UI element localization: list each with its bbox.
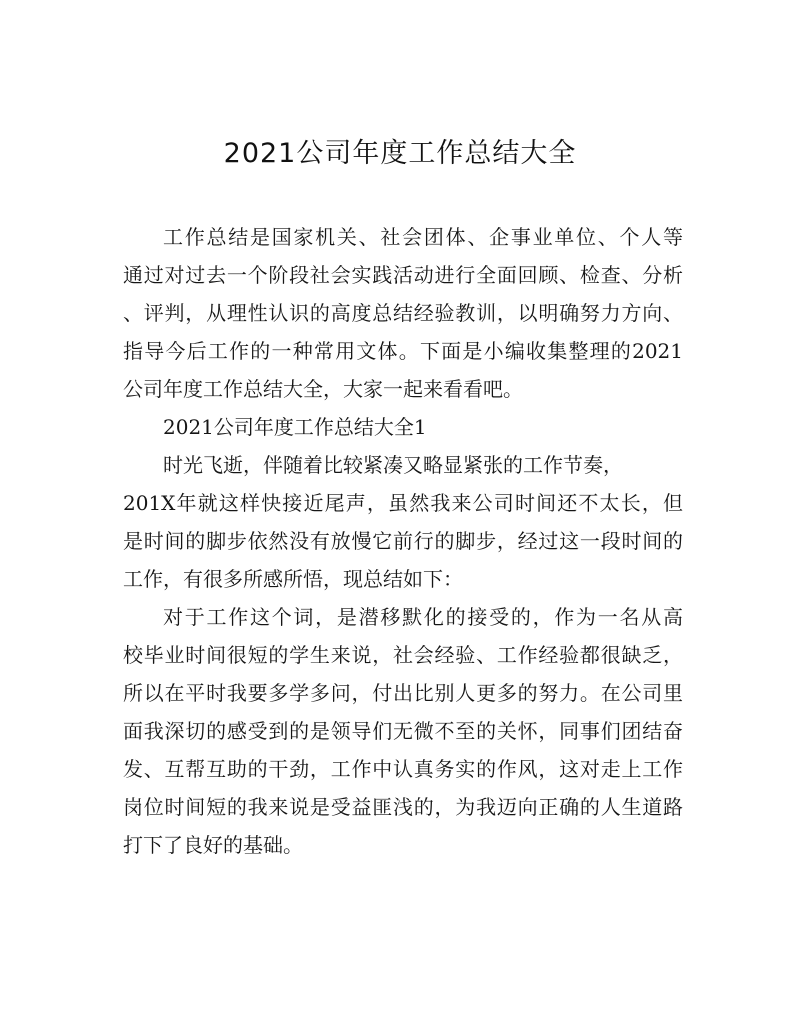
text-line: 201X年就这样快接近尾声，虽然我来公司时间还不太长，但 bbox=[123, 491, 683, 515]
paragraph-one bbox=[123, 446, 683, 598]
text-line: 通过对过去一个阶段社会实践活动进行全面回顾、检查、分析 bbox=[123, 263, 683, 287]
text-line: 发、互帮互助的干劲，工作中认真务实的作风，这对走上工作 bbox=[123, 757, 683, 781]
text-line: 公司年度工作总结大全，大家一起来看看吧。 bbox=[123, 377, 523, 401]
text-line: 工作总结是国家机关、社会团体、企事业单位、个人等 bbox=[163, 225, 683, 249]
document-body bbox=[123, 218, 683, 864]
text-line: 、评判，从理性认识的高度总结经验教训，以明确努力方向、 bbox=[123, 301, 683, 325]
section-heading: 2021公司年度工作总结大全1 bbox=[163, 415, 427, 439]
text-line: 面我深切的感受到的是领导们无微不至的关怀，同事们团结奋 bbox=[123, 719, 683, 743]
text-line: 打下了良好的基础。 bbox=[123, 833, 303, 857]
document-title: 2021公司年度工作总结大全 bbox=[223, 138, 577, 169]
intro-paragraph bbox=[123, 218, 683, 408]
text-line: 所以在平时我要多学多问，付出比别人更多的努力。在公司里 bbox=[123, 681, 683, 705]
paragraph-two bbox=[123, 598, 683, 864]
text-line: 是时间的脚步依然没有放慢它前行的脚步，经过这一段时间的 bbox=[123, 529, 683, 553]
text-line: 岗位时间短的我来说是受益匪浅的，为我迈向正确的人生道路 bbox=[123, 795, 683, 819]
text-line: 工作，有很多所感所悟，现总结如下： bbox=[123, 567, 463, 591]
text-line: 指导今后工作的一种常用文体。下面是小编收集整理的2021 bbox=[123, 339, 683, 363]
text-line: 校毕业时间很短的学生来说，社会经验、工作经验都很缺乏， bbox=[123, 643, 683, 667]
text-line: 时光飞逝，伴随着比较紧凑又略显紧张的工作节奏， bbox=[163, 453, 623, 477]
text-line: 对于工作这个词，是潜移默化的接受的，作为一名从高 bbox=[163, 605, 683, 629]
